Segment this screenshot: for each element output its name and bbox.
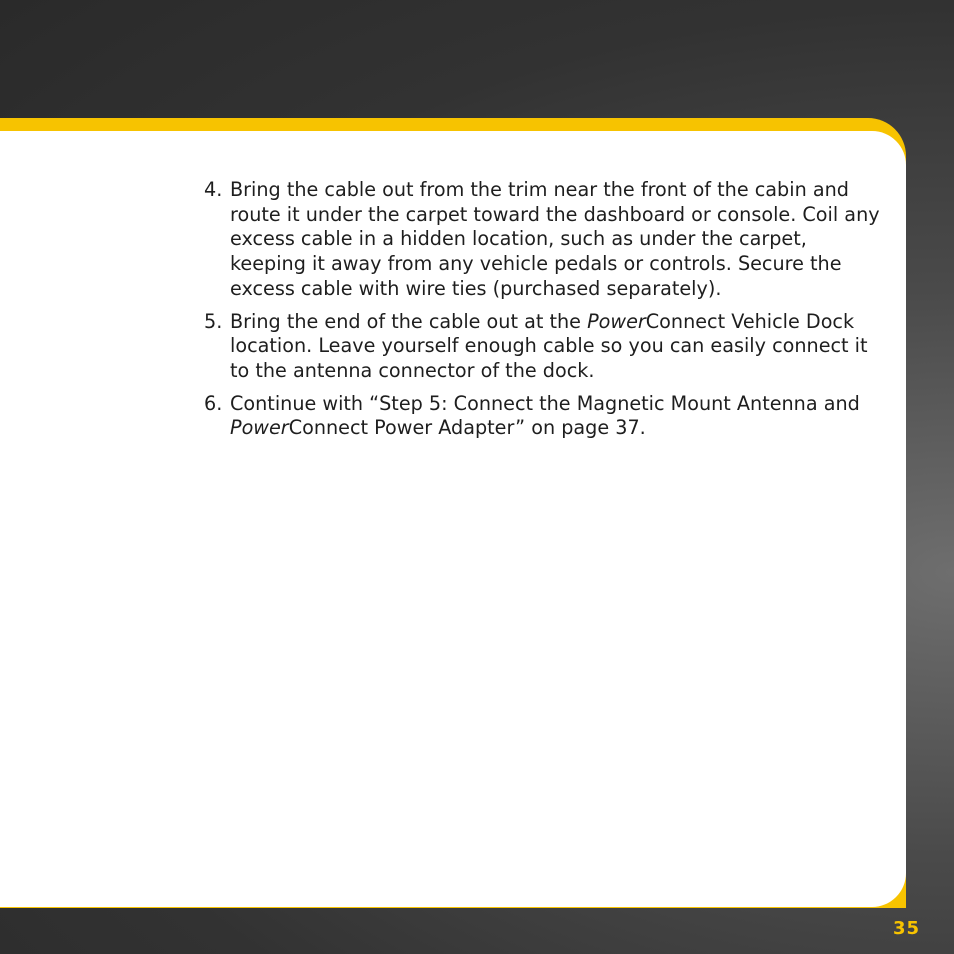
text-segment: Bring the end of the cable out at the [230,309,588,333]
item-text [230,392,860,440]
item-number: 6. [204,391,223,415]
item-text [230,310,868,382]
page-number: 35 [892,918,920,939]
list-item [204,392,884,441]
text-segment: Connect Vehicle Dock location. Leave yourself enough cable so you can easily connect it to the antenna connector of the dock. [230,309,868,382]
text-segment: Bring the cable out from the trim near the front of the cabin and route it under the carpet toward the dashboard or console. Coil any excess cable in a hidden location, such as under the carpet, keeping it away from any vehicle pedals or controls. Secure the excess cable with wire ties (purchased separately). [230,178,880,300]
text-segment: Continue with “Step 5: Connect the Magnetic Mount Antenna and [230,391,860,415]
product-name-italic: Power [587,309,646,333]
item-text [230,178,880,300]
item-number: 4. [204,178,223,201]
text-segment: Connect Power Adapter” on page 37. [288,416,646,440]
list-item [204,178,884,302]
product-name-italic: Power [230,416,289,440]
instruction-list [204,178,884,449]
list-item [204,310,884,384]
item-number: 5. [204,309,223,333]
